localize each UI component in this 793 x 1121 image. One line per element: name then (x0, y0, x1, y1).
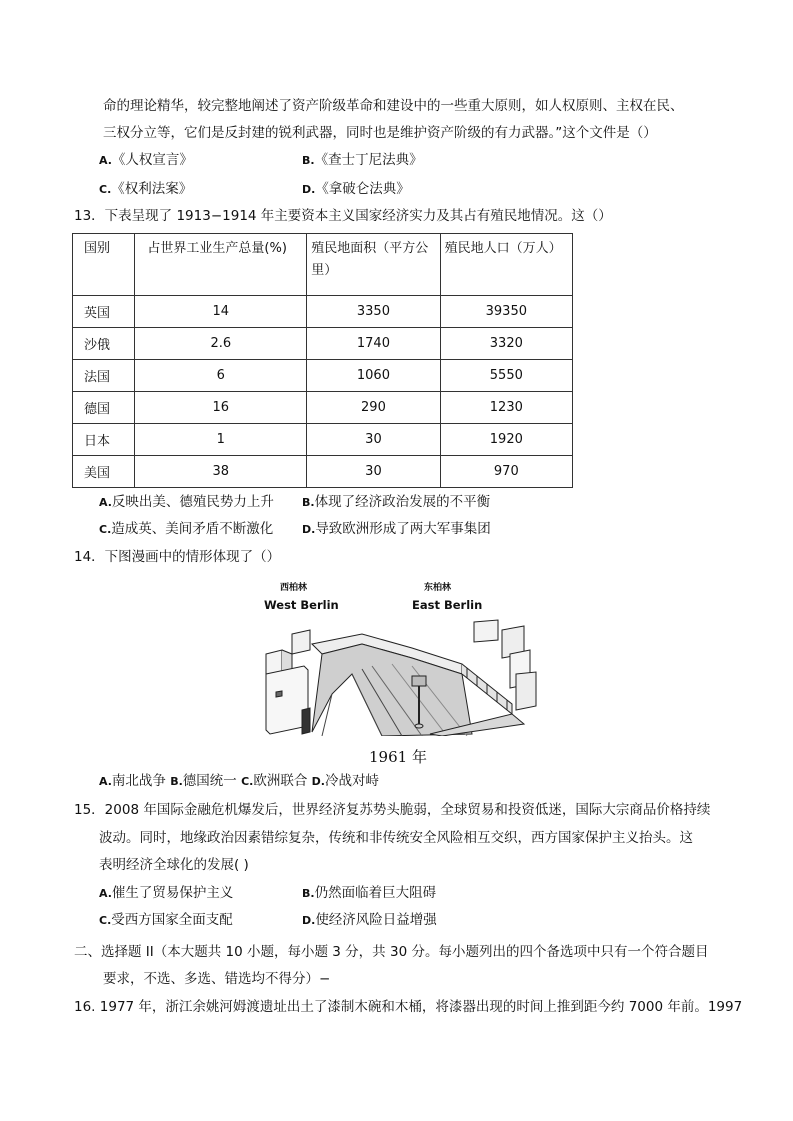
table-cell: 14 (135, 296, 307, 328)
table-header-cell: 殖民地人口（万人） (440, 234, 572, 296)
berlin-wall-drawing (262, 614, 540, 736)
east-berlin-label-cn: 东柏林 (424, 583, 452, 593)
table-cell: 3320 (440, 328, 572, 360)
table-cell: 6 (135, 360, 307, 392)
table-row (73, 424, 573, 456)
west-berlin-label-cn: 西柏林 (280, 583, 308, 593)
table-cell: 2.6 (135, 328, 307, 360)
table-cell: 30 (307, 424, 440, 456)
table-cell: 16 (135, 392, 307, 424)
table-cell: 1740 (307, 328, 440, 360)
q15-text-line1: 15．2008 年国际金融危机爆发后，世界经济复苏势头脆弱，全球贸易和投资低迷，国际大宗商品价格持续 (74, 802, 711, 818)
section2-heading-line2: 要求，不选、多选、错选均不得分）− (103, 971, 331, 987)
berlin-wall-cartoon (262, 578, 540, 738)
q15-text-line2: 波动。同时，地缘政治因素错综复杂，传统和非传统安全风险相互交织，西方国家保护主义抬头。这 (99, 830, 693, 846)
table-cell: 德国 (73, 392, 135, 424)
table-cell: 英国 (73, 296, 135, 328)
q13-option-a[interactable]: A.反映出美、德殖民势力上升 (99, 494, 274, 510)
table-cell: 1 (135, 424, 307, 456)
q12-option-d[interactable]: D.《拿破仑法典》 (302, 181, 410, 197)
table-cell: 沙俄 (73, 328, 135, 360)
east-berlin-label-en: East Berlin (412, 598, 483, 612)
q16-text-line1: 16. 1977 年，浙江余姚河姆渡遗址出土了漆制木碗和木桶，将漆器出现的时间上推到距今约 7000 年前。1997 (74, 999, 743, 1015)
table-cell: 5550 (440, 360, 572, 392)
table-cell: 38 (135, 456, 307, 488)
q15-option-a[interactable]: A.催生了贸易保护主义 (99, 885, 234, 901)
colonial-data-table (72, 233, 573, 488)
table-cell: 970 (440, 456, 572, 488)
table-header-row (73, 234, 573, 296)
table-row (73, 456, 573, 488)
q14-option-b[interactable]: B.德国统一 (170, 773, 237, 789)
table-header-cell: 国别 (73, 234, 135, 296)
q12-text-line1: 命的理论精华，较完整地阐述了资产阶级革命和建设中的一些重大原则，如人权原则、主权在民、 (103, 98, 684, 114)
table-cell: 法国 (73, 360, 135, 392)
table-header-cell: 殖民地面积（平方公里） (307, 234, 440, 296)
section2-heading-line1: 二、选择题 II（本大题共 10 小题，每小题 3 分，共 30 分。每小题列出的四个备选项中只有一个符合题目 (74, 944, 709, 960)
q12-option-a[interactable]: A.《人权宣言》 (99, 152, 193, 168)
table-cell: 39350 (440, 296, 572, 328)
q14-option-a[interactable]: A.南北战争 (99, 773, 166, 789)
table-cell: 1920 (440, 424, 572, 456)
q15-option-c[interactable]: C.受西方国家全面支配 (99, 912, 233, 928)
q13-option-b[interactable]: B.体现了经济政治发展的不平衡 (302, 494, 491, 510)
table-cell: 1230 (440, 392, 572, 424)
q14-option-c[interactable]: C.欧洲联合 (241, 773, 308, 789)
q12-text-line2: 三权分立等，它们是反封建的锐利武器，同时也是维护资产阶级的有力武器。”这个文件是（） (103, 125, 657, 141)
q12-option-b[interactable]: B.《查士丁尼法典》 (302, 152, 423, 168)
table-cell: 290 (307, 392, 440, 424)
table-cell: 美国 (73, 456, 135, 488)
table-cell: 1060 (307, 360, 440, 392)
table-cell: 日本 (73, 424, 135, 456)
table-cell: 30 (307, 456, 440, 488)
q14-option-d[interactable]: D.冷战对峙 (311, 773, 379, 789)
q14-options-line (99, 772, 379, 791)
table-header-cell: 占世界工业生产总量(%) (135, 234, 307, 296)
cartoon-year-caption: 1961 年 (369, 748, 427, 766)
table-cell: 3350 (307, 296, 440, 328)
q13-option-c[interactable]: C.造成英、美间矛盾不断激化 (99, 521, 274, 537)
q15-option-d[interactable]: D.使经济风险日益增强 (302, 912, 437, 928)
table-row (73, 360, 573, 392)
q12-option-c[interactable]: C.《权利法案》 (99, 181, 193, 197)
q15-text-line3: 表明经济全球化的发展( ) (99, 857, 249, 873)
west-berlin-label-en: West Berlin (264, 598, 339, 612)
q13-option-d[interactable]: D.导致欧洲形成了两大军事集团 (302, 521, 491, 537)
q15-option-b[interactable]: B.仍然面临着巨大阻碍 (302, 885, 437, 901)
table-row (73, 328, 573, 360)
q14-stem: 14．下图漫画中的情形体现了（） (74, 549, 281, 565)
q13-stem: 13．下表呈现了 1913−1914 年主要资本主义国家经济实力及其占有殖民地情况。这（） (74, 208, 612, 224)
table-row (73, 296, 573, 328)
table-row (73, 392, 573, 424)
